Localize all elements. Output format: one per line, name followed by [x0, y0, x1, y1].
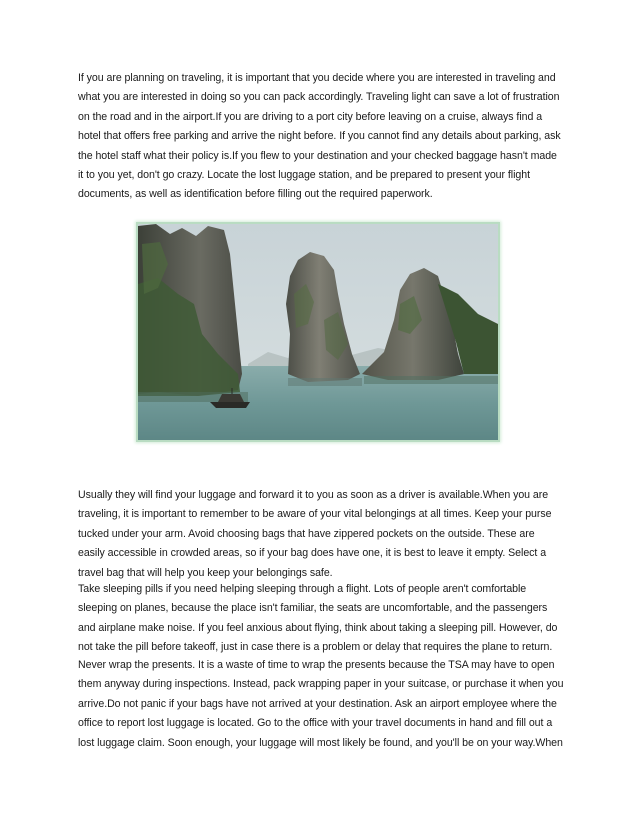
paragraph-2: Usually they will find your luggage and forward it to you as soon as a driver is available.When you are traveling, it is important to remember to be aware of your vital belongings at all times. Keep your purse tucked under your arm. Avoid choosing bags that have zippered pockets on the outside. These are easily accessible in crowded areas, so if your bag does have one, it is best to leave it empty. Select a travel bag that will help you keep your belongings safe. [78, 489, 552, 579]
paragraph-4: Never wrap the presents. It is a waste of time to wrap the presents because the TSA may have to open them anyway during inspections. Instead, pack wrapping paper in your suitcase, or purchase it when you arrive.Do not panic if your bags have not arrived at your destination. Ask an airport employee where the office to report lost luggage is located. Go to the office with your travel documents in hand and fill out a lost luggage claim. Soon enough, your luggage will most likely be found, and you'll be on your way.When [78, 659, 564, 749]
paragraph-1: If you are planning on traveling, it is important that you decide where you are interested in traveling and what you are interested in doing so you can pack accordingly. Traveling light can save a lot of frustration on the road and in the airport.If you are driving to a port city before leaving on a cruise, always find a hotel that offers free parking and arrive the night before. If you cannot find any details about parking, ask the hotel staff what their policy is.If you flew to your destination and your checked baggage hasn't made it to you yet, don't go crazy. Locate the lost luggage station, and be prepared to present your flight documents, as well as identification before filling out the required paperwork. [78, 72, 561, 201]
karst-seascape-image [138, 224, 498, 440]
paragraph-3: Take sleeping pills if you need helping sleeping through a flight. Lots of people aren't comfortable sleeping on planes, because the place isn't familiar, the seats are uncomfortable, and the passengers and airplane make noise. If you feel anxious about flying, think about taking a sleeping pill. However, do not take the pill before takeoff, just in case there is a problem or delay that requires the plane to return. [78, 583, 558, 654]
landscape-photo [136, 222, 500, 442]
